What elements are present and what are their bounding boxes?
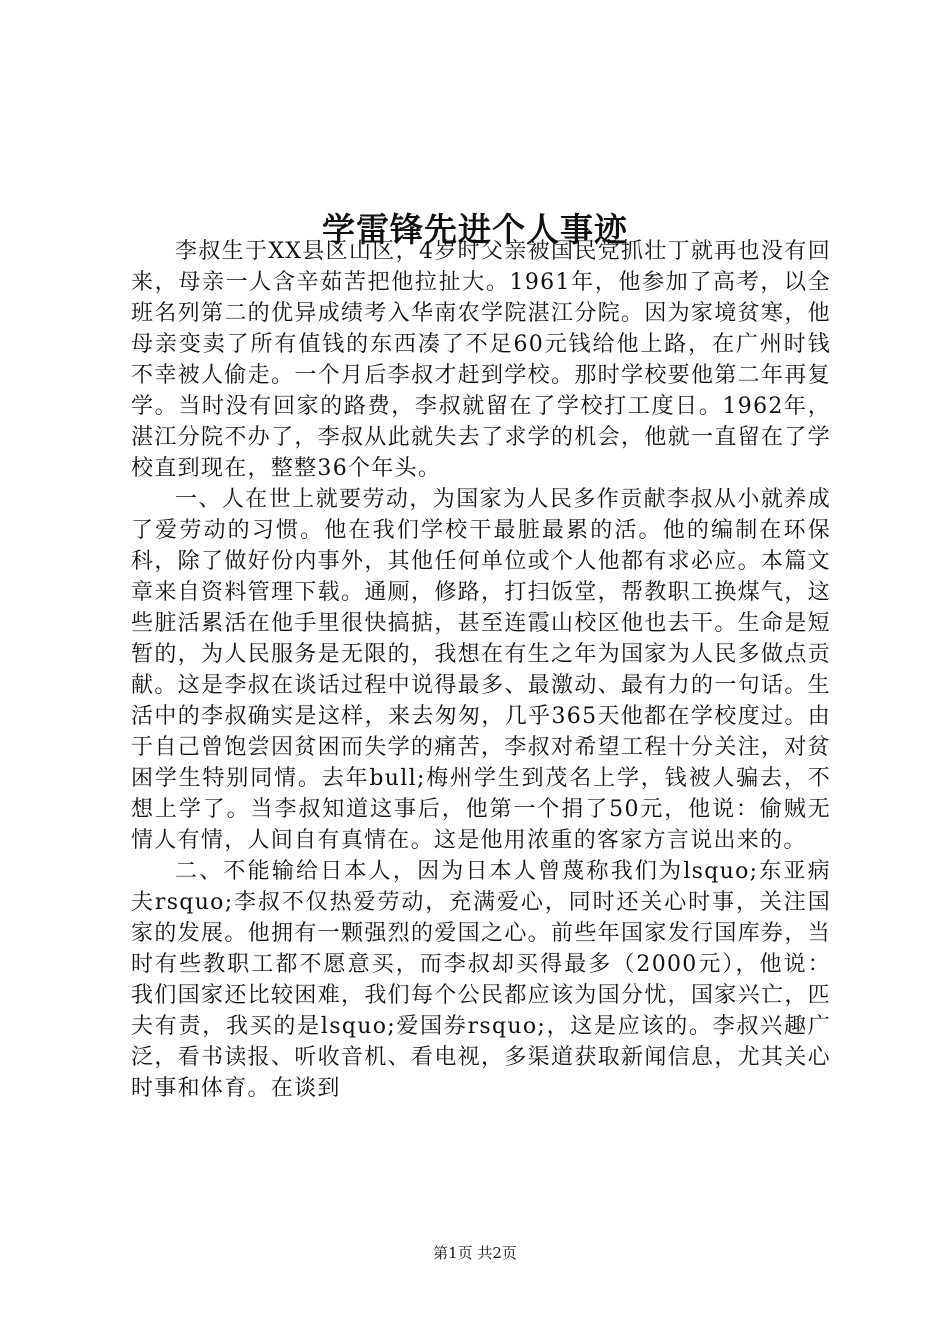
document-body	[131, 236, 831, 1104]
paragraph-intro: 李叔生于XX县区山区，4岁时父亲被国民党抓壮丁就再也没有回来，母亲一人含辛茹苦把他拉扯大。1961年，他参加了高考，以全班名列第二的优异成绩考入华南农学院湛江分院。因为家境贫寒，他母亲变卖了所有值钱的东西凑了不足60元钱给他上路，在广州时钱不幸被人偷走。一个月后李叔才赶到学校。那时学校要他第二年再复学。当时没有回家的路费，李叔就留在了学校打工度日。1962年，湛江分院不办了，李叔从此就失去了求学的机会，他就一直留在了学校直到现在，整整36个年头。	[131, 239, 831, 481]
paragraph-section-two: 二、不能输给日本人，因为日本人曾蔑称我们为lsquo;东亚病夫rsquo;李叔不仅热爱劳动，充满爱心，同时还关心时事，关注国家的发展。他拥有一颗强烈的爱国之心。前些年国家发行国库券，当时有些教职工都不愿意买，而李叔却买得最多（2000元），他说：我们国家还比较困难，我们每个公民都应该为国分忧，国家兴亡，匹夫有责，我买的是lsquo;爱国券rsquo;，这是应该的。李叔兴趣广泛，看书读报、听收音机、看电视，多渠道获取新闻信息，尤其关心时事和体育。在谈到	[131, 859, 831, 1101]
document-title: 学雷锋先进个人事迹	[322, 210, 628, 250]
paragraph-section-one: 一、人在世上就要劳动，为国家为人民多作贡献李叔从小就养成了爱劳动的习惯。他在我们学校干最脏最累的活。他的编制在环保科，除了做好份内事外，其他任何单位或个人他都有求必应。本篇文章来自资料管理下载。通厕，修路，打扫饭堂，帮教职工换煤气，这些脏活累活在他手里很快搞掂，甚至连霞山校区他也去干。生命是短暂的，为人民服务是无限的，我想在有生之年为国家为人民多做点贡献。这是李叔在谈话过程中说得最多、最激动、最有力的一句话。生活中的李叔确实是这样，来去匆匆，几乎365天他都在学校度过。由于自己曾饱尝因贫困而失学的痛苦，李叔对希望工程十分关注，对贫困学生特别同情。去年bull;梅州学生到茂名上学，钱被人骗去，不想上学了。当李叔知道这事后，他第一个捐了50元，他说：偷贼无情人有情，人间自有真情在。这是他用浓重的客家方言说出来的。	[131, 487, 831, 853]
page-footer: 第1页 共2页	[433, 1244, 517, 1262]
